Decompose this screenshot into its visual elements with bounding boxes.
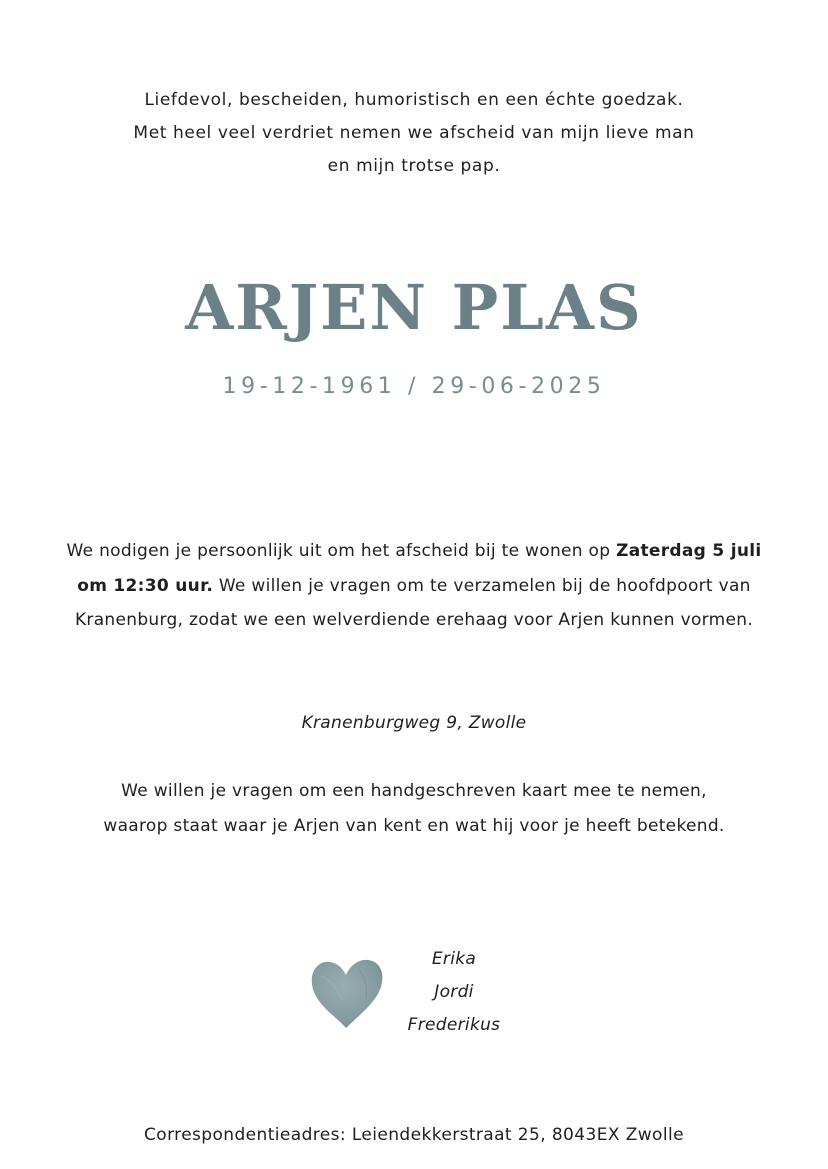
request-line: We willen je vragen om een handgeschreven kaart mee te nemen, — [121, 781, 707, 801]
request-text — [60, 774, 768, 843]
correspondence-address: Correspondentieadres: Leiendekkerstraat 25, 8043EX Zwolle — [144, 1125, 684, 1145]
request-line: waarop staat waar je Arjen van kent en wat hij voor je heeft betekend. — [103, 815, 725, 836]
family-signatures — [374, 943, 534, 1042]
signature-name: Erika — [431, 949, 477, 969]
intro-line: en mijn trotse pap. — [327, 156, 501, 176]
deceased-name: ARJEN PLAS — [185, 271, 643, 344]
intro-line: Liefdevol, bescheiden, humoristisch en een échte goedzak. — [144, 90, 684, 110]
intro-line: Met heel veel verdriet nemen we afscheid van mijn lieve man — [133, 123, 695, 143]
life-dates: 19-12-1961 / 29-06-2025 — [222, 374, 606, 399]
intro-text — [0, 84, 828, 183]
invitation-text — [60, 534, 768, 638]
signature-name: Jordi — [434, 982, 474, 1002]
ceremony-address: Kranenburgweg 9, Zwolle — [301, 713, 527, 733]
invitation-part2: We willen je vragen om te verzamelen bij de hoofdpoort van Kranenburg, zodat we een welverdiende erehaag voor Arjen kunnen vormen. — [74, 575, 754, 630]
invitation-part1: We nodigen je persoonlijk uit om het afscheid bij te wonen op — [66, 541, 611, 561]
signature-name: Frederikus — [407, 1015, 501, 1035]
invitation-date: Zaterdag 5 juli om 12:30 uur. — [77, 541, 762, 596]
